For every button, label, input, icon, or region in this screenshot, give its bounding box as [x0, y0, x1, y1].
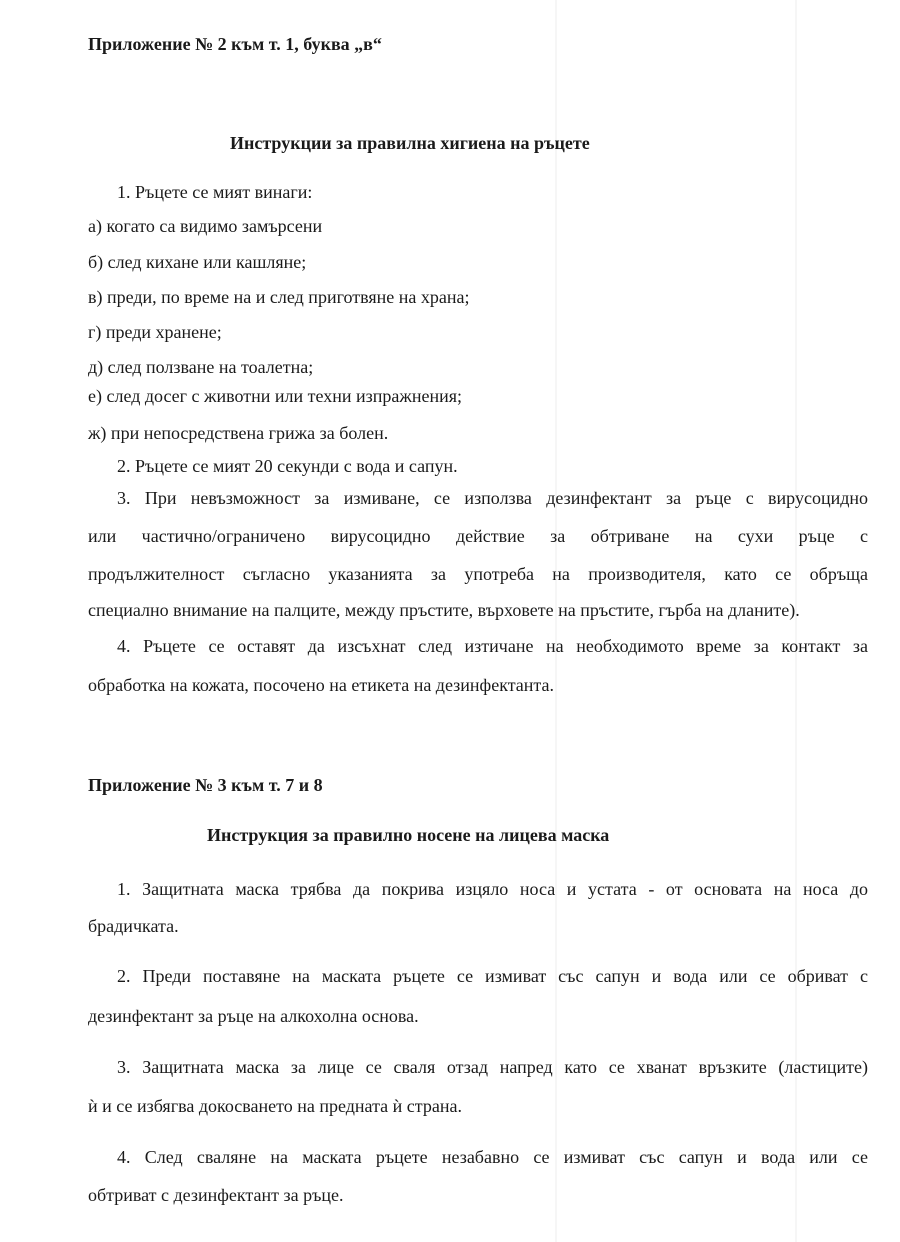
mask-item-line: брадичката.: [88, 916, 179, 936]
mask-item-line: 4. След сваляне на маската ръцете незабавно се измиват със сапун и вода или се: [117, 1147, 868, 1167]
hand-hygiene-item-3-line: продължителност съгласно указанията за употреба на производителя, като се обръща: [88, 564, 868, 584]
hand-hygiene-subitem: ж) при непосредствена грижа за болен.: [88, 423, 389, 443]
mask-item-line: 3. Защитната маска за лице се сваля отзад напред като се хванат връзките (ластиците): [117, 1057, 868, 1077]
hand-hygiene-item-1: 1. Ръцете се мият винаги:: [117, 182, 313, 202]
mask-item-line: 1. Защитната маска трябва да покрива изцяло носа и устата - от основата на носа до: [117, 879, 868, 899]
hand-hygiene-subitem: в) преди, по време на и след приготвяне на храна;: [88, 287, 470, 307]
annex-2-label: Приложение № 2 към т. 1, буква „в“: [88, 34, 382, 54]
hand-hygiene-item-3-line: или частично/ограничено вирусоцидно действие за обтриване на сухи ръце с: [88, 526, 868, 546]
annex-3-label: Приложение № 3 към т. 7 и 8: [88, 775, 323, 795]
mask-item-line: ѝ и се избягва докосването на предната ѝ страна.: [88, 1096, 462, 1116]
annex-2-title: Инструкции за правилна хигиена на ръцете: [230, 133, 590, 153]
hand-hygiene-subitem: д) след ползване на тоалетна;: [88, 357, 314, 377]
hand-hygiene-item-4-line: 4. Ръцете се оставят да изсъхнат след изтичане на необходимото време за контакт за: [117, 636, 868, 656]
hand-hygiene-subitem: е) след досег с животни или техни изпражнения;: [88, 386, 462, 406]
mask-item-line: дезинфектант за ръце на алкохолна основа.: [88, 1006, 419, 1026]
hand-hygiene-item-3-line: специално внимание на палците, между пръстите, върховете на пръстите, гърба на дланите).: [88, 600, 800, 620]
hand-hygiene-subitem: а) когато са видимо замърсени: [88, 216, 323, 236]
hand-hygiene-item-4-line: обработка на кожата, посочено на етикета на дезинфектанта.: [88, 675, 554, 695]
hand-hygiene-item-2: 2. Ръцете се мият 20 секунди с вода и сапун.: [117, 456, 458, 476]
scan-artifact-line: [795, 0, 797, 1242]
scan-artifact-line: [555, 0, 557, 1242]
hand-hygiene-item-3-line: 3. При невъзможност за измиване, се използва дезинфектант за ръце с вирусоцидно: [117, 488, 868, 508]
hand-hygiene-subitem: б) след кихане или кашляне;: [88, 252, 307, 272]
mask-item-line: обтриват с дезинфектант за ръце.: [88, 1185, 344, 1205]
annex-3-title: Инструкция за правилно носене на лицева маска: [207, 825, 610, 845]
hand-hygiene-subitem: г) преди хранене;: [88, 322, 222, 342]
mask-item-line: 2. Преди поставяне на маската ръцете се измиват със сапун и вода или се обриват с: [117, 966, 868, 986]
